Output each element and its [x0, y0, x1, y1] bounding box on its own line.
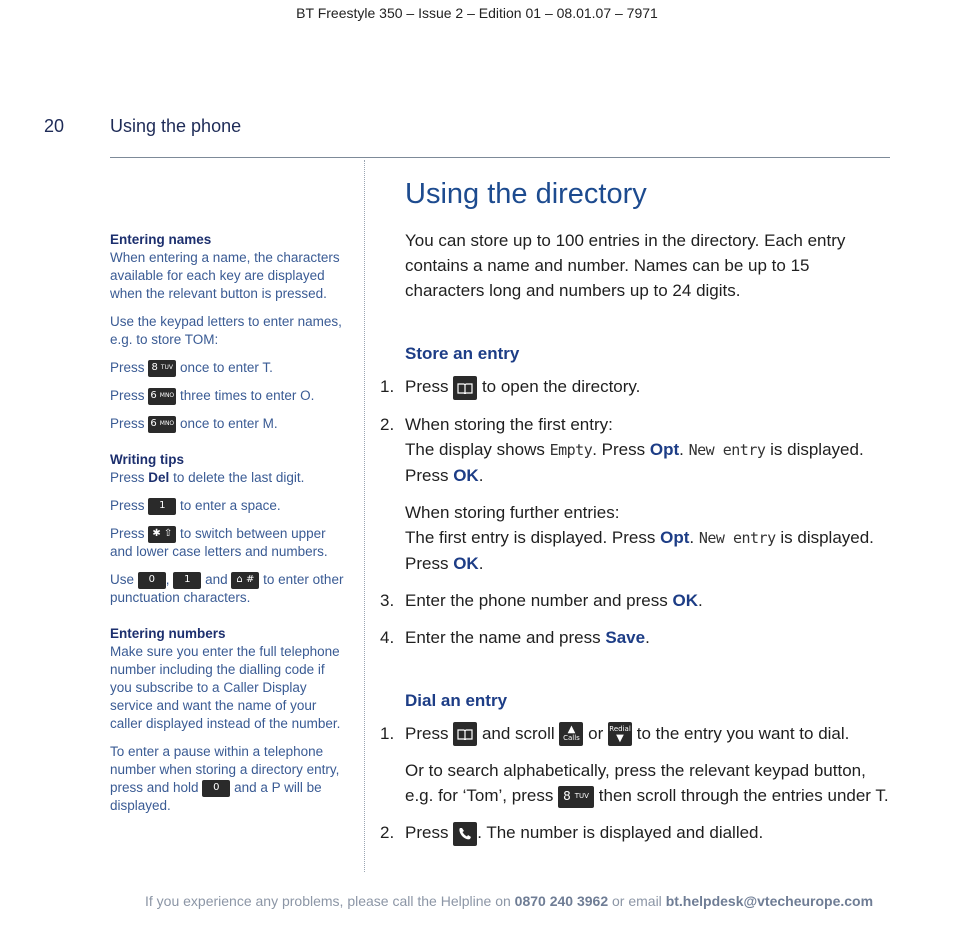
tip-heading: Writing tips: [110, 452, 184, 467]
del-key-label: Del: [148, 470, 170, 485]
key-6-icon: [148, 388, 176, 405]
tip-line: [110, 525, 350, 561]
store-step-1: [380, 374, 890, 400]
tip-line: [110, 359, 350, 377]
key-6-icon: [148, 416, 176, 433]
step-text: is displayed.: [780, 527, 874, 547]
press-word: Press: [110, 498, 145, 513]
step-text: Enter the name and press: [405, 627, 601, 647]
key-digit: 6: [150, 418, 157, 430]
step-text: Press: [405, 823, 449, 843]
store-step-4: 4. Enter the name and press Save.: [380, 625, 890, 650]
tip-text: To enter a pause within a telephone number when storing a directory entry, press and hold: [110, 744, 340, 795]
key-glyph: ⌂ #: [236, 574, 255, 586]
ok-key-label: OK: [453, 553, 479, 573]
book-icon: [453, 376, 477, 400]
handset-icon: [453, 822, 477, 846]
header-divider: [110, 157, 890, 158]
save-key-label: Save: [605, 627, 646, 647]
tip-heading: Entering names: [110, 232, 212, 247]
press-word: Press: [110, 470, 145, 485]
press-word: Press: [110, 388, 145, 403]
opt-key-label: Opt: [660, 527, 690, 547]
store-steps: [380, 374, 890, 650]
key-star-icon: [148, 526, 176, 543]
step-text: and scroll: [481, 723, 555, 743]
step-text: When storing further entries:: [405, 502, 620, 522]
step-text: to open the directory.: [481, 377, 641, 396]
step-text: The display shows: [405, 439, 545, 459]
step-text: Enter the phone number and press: [405, 590, 668, 610]
step-number: 2.: [380, 823, 395, 843]
step-text: Press: [405, 723, 449, 743]
key-8-icon: [148, 360, 176, 377]
page-number: 20: [44, 116, 65, 136]
step-text: Or to search alphabetically, press the relevant keypad button, e.g. for ‘Tom’, press: [405, 761, 866, 806]
book-icon: [453, 722, 477, 746]
book-glyph: [457, 382, 473, 394]
dial-step-1: [380, 721, 890, 809]
down-arrow-glyph: ▼: [616, 733, 624, 745]
opt-key-label: Opt: [649, 439, 680, 459]
and-word: and: [205, 572, 228, 587]
tip-text: to enter a space.: [180, 498, 281, 513]
tip-text: and a P will be displayed.: [110, 780, 322, 813]
key-letters: MNO: [159, 392, 175, 400]
tip-text: Use the keypad letters to enter names, e.g. to store TOM:: [110, 314, 342, 347]
step-paragraph: [405, 758, 890, 808]
tip-text: to switch between upper and lower case letters and numbers.: [110, 526, 328, 559]
tip-text: to delete the last digit.: [173, 470, 305, 485]
key-letters: TUV: [574, 792, 589, 801]
tip-text: When entering a name, the characters available for each key are displayed when the relevant button is pressed.: [110, 250, 340, 301]
helpline-phone: 0870 240 3962: [514, 893, 609, 909]
press-word: Press: [110, 416, 145, 431]
dial-entry-heading: Dial an entry: [405, 690, 508, 710]
footer-text: or email: [612, 893, 662, 909]
down-arrow-icon: [608, 722, 632, 746]
key-digit: 8: [151, 362, 158, 374]
dial-step-2: [380, 820, 890, 846]
key-0-icon: [202, 780, 230, 797]
book-glyph: [457, 728, 473, 740]
key-digit: 8: [563, 789, 571, 804]
key-1-icon: [173, 572, 201, 589]
step-number: 1.: [380, 723, 395, 743]
use-word: Use: [110, 572, 135, 587]
press-word: Press: [110, 360, 145, 375]
step-text: The first entry is displayed. Press: [405, 527, 656, 547]
lcd-text-new-entry: New entry: [688, 440, 766, 459]
column-divider: [364, 160, 365, 872]
comma: ,: [165, 572, 170, 587]
step-number: 4.: [380, 627, 395, 647]
step-number: 3.: [380, 590, 395, 610]
section-title: Using the phone: [110, 116, 242, 136]
key-digit: 0: [148, 574, 155, 586]
tip-text: once to enter T.: [180, 360, 273, 375]
ok-key-label: OK: [672, 590, 698, 610]
key-0-icon: [138, 572, 166, 589]
entering-numbers-tip: [110, 625, 350, 815]
redial-label: Redial: [609, 725, 631, 734]
step-text: or: [588, 723, 604, 743]
store-step-3: 3. Enter the phone number and press OK.: [380, 588, 890, 613]
entering-names-tip: [110, 231, 350, 433]
tip-line: [110, 415, 350, 433]
lcd-text-empty: Empty: [549, 440, 593, 459]
key-glyph: ✱ ⇧: [152, 528, 173, 540]
up-arrow-icon: [559, 722, 583, 746]
key-hash-icon: [231, 572, 259, 589]
tip-text: to enter other punctuation characters.: [110, 572, 344, 605]
step-text: When storing the first entry:: [405, 414, 613, 434]
step-paragraph: When storing further entries: The first entry is displayed. Press Opt. New entry is displayed. Press OK.: [405, 502, 874, 573]
writing-tips: [110, 451, 350, 607]
key-1-icon: [148, 498, 176, 515]
tip-line: [110, 571, 350, 607]
step-text: . The number is displayed and dialled.: [477, 823, 764, 843]
tip-text: once to enter M.: [180, 416, 278, 431]
step-text: Press: [405, 377, 449, 396]
tip-heading: Entering numbers: [110, 626, 226, 641]
handset-glyph: [457, 826, 473, 842]
step-text: . Press: [592, 439, 646, 459]
calls-label: Calls: [563, 734, 580, 743]
tip-text: Make sure you enter the full telephone number including the dialling code if you subscribe to a Caller Display service and want the name of your caller displayed instead of the number.: [110, 644, 341, 731]
tip-text: three times to enter O.: [180, 388, 315, 403]
helpdesk-email: bt.helpdesk@vtecheurope.com: [665, 893, 874, 909]
key-digit: 6: [150, 390, 157, 402]
step-paragraph: When storing the first entry: The display shows Empty. Press Opt. New entry is displayed. Press OK.: [405, 414, 864, 485]
key-letters: MNO: [159, 420, 175, 428]
key-letters: TUV: [160, 364, 174, 372]
intro-paragraph: You can store up to 100 entries in the directory. Each entry contains a name and number. Names can be up to 15 characters long and numbers up to 24 digits.: [405, 231, 846, 300]
footer-text: If you experience any problems, please call the Helpline on: [145, 893, 511, 909]
key-digit: 1: [184, 574, 191, 586]
tip-line: [110, 387, 350, 405]
lcd-text-new-entry: New entry: [698, 528, 776, 547]
key-8-icon: [558, 786, 594, 808]
step-paragraph: [405, 721, 890, 747]
up-arrow-glyph: ▲: [567, 724, 576, 736]
press-word: Press: [110, 526, 145, 541]
tip-line: [110, 743, 350, 815]
key-digit: 0: [213, 782, 220, 794]
dial-steps: [380, 721, 890, 846]
step-text: Press: [405, 553, 449, 573]
main-content: [380, 228, 890, 858]
step-text: to the entry you want to dial.: [636, 723, 850, 743]
document-id-line: BT Freestyle 350 – Issue 2 – Edition 01 – 08.01.07 – 7971: [296, 5, 658, 21]
page-title: Using the directory: [405, 178, 647, 210]
ok-key-label: OK: [453, 465, 479, 485]
store-entry-heading: Store an entry: [405, 344, 520, 363]
step-number: 2.: [380, 414, 395, 434]
sidebar-tips: [110, 231, 350, 833]
step-text: Press: [405, 465, 449, 485]
tip-line: [110, 497, 350, 515]
step-text: then scroll through the entries under T.: [598, 786, 889, 806]
step-number: 1.: [380, 377, 395, 396]
step-text: is displayed.: [770, 439, 864, 459]
key-digit: 1: [159, 500, 166, 512]
store-step-2: [380, 412, 890, 576]
helpline-footer: [145, 893, 873, 909]
